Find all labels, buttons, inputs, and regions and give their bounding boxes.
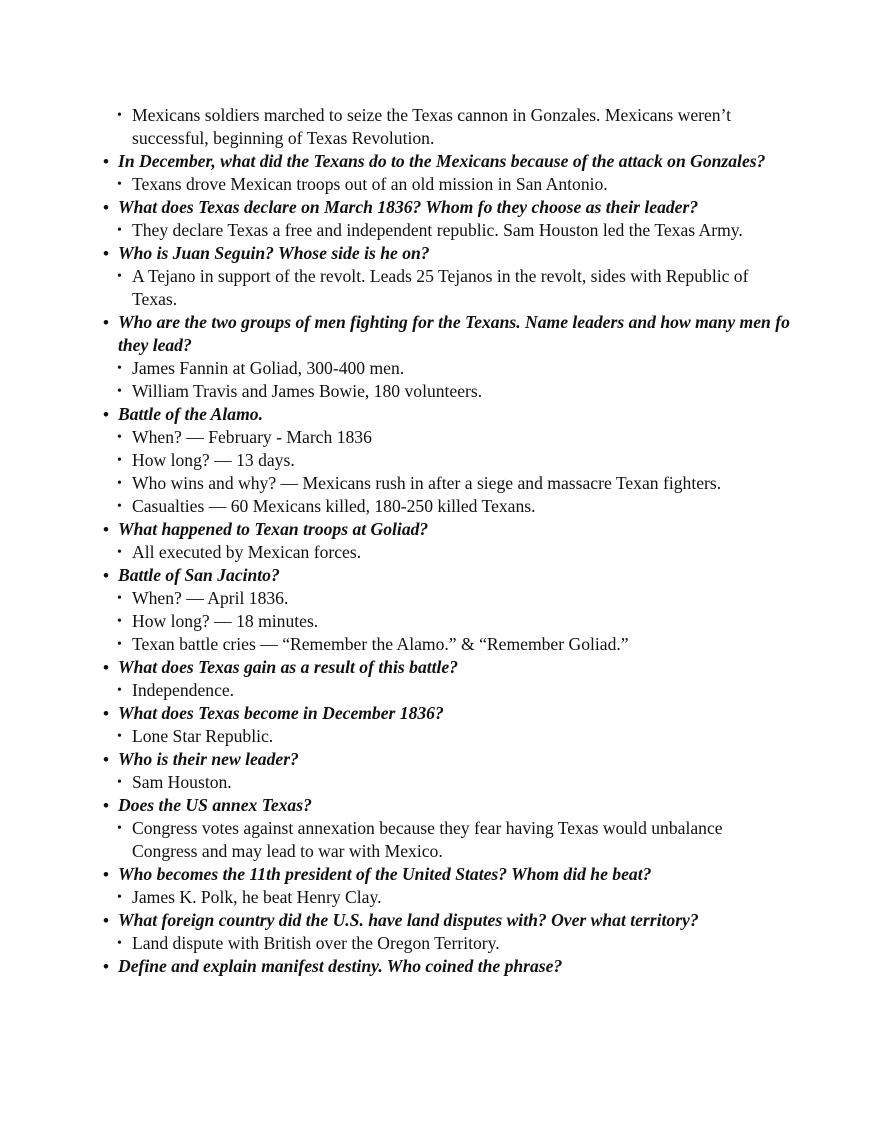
bullet-icon: • <box>117 384 122 399</box>
bullet-icon: • <box>103 152 109 171</box>
answer-item <box>0 104 880 150</box>
bullet-icon: • <box>117 108 122 123</box>
answer-text: A Tejano in support of the revolt. Leads 25 Tejanos in the revolt, sides with Republic of Texas. <box>132 266 749 309</box>
answer-item <box>0 587 880 610</box>
answer-text: Sam Houston. <box>132 772 232 792</box>
answer-item <box>0 219 880 242</box>
question-item <box>0 196 880 219</box>
answer-text: Mexicans soldiers marched to seize the Texas cannon in Gonzales. Mexicans weren’t successful, beginning of Texas Revolution. <box>132 105 732 148</box>
question-item <box>0 564 880 587</box>
answer-text: How long? — 18 minutes. <box>132 611 319 631</box>
bullet-icon: • <box>117 361 122 376</box>
answer-item <box>0 380 880 403</box>
bullet-icon: • <box>103 865 109 884</box>
bullet-icon: • <box>103 405 109 424</box>
question-item <box>0 403 880 426</box>
question-item <box>0 748 880 771</box>
bullet-icon: • <box>117 269 122 284</box>
bullet-icon: • <box>103 704 109 723</box>
bullet-icon: • <box>103 198 109 217</box>
question-text: What happened to Texan troops at Goliad? <box>118 519 429 539</box>
question-item <box>0 150 880 173</box>
question-text: Battle of the Alamo. <box>118 404 263 424</box>
answer-text: Casualties — 60 Mexicans killed, 180-250 killed Texans. <box>132 496 536 516</box>
answer-text: Texans drove Mexican troops out of an old mission in San Antonio. <box>132 174 608 194</box>
bullet-icon: • <box>117 683 122 698</box>
bullet-icon: • <box>117 936 122 951</box>
answer-item <box>0 357 880 380</box>
bullet-icon: • <box>103 957 109 976</box>
answer-item <box>0 633 880 656</box>
bullet-icon: • <box>117 637 122 652</box>
answer-text: When? — April 1836. <box>132 588 289 608</box>
question-text: What does Texas become in December 1836? <box>118 703 444 723</box>
answer-text: They declare Texas a free and independent republic. Sam Houston led the Texas Army. <box>132 220 743 240</box>
answer-text: How long? — 13 days. <box>132 450 295 470</box>
question-text: Who are the two groups of men fighting for the Texans. Name leaders and how many men fo they lead? <box>118 312 790 355</box>
bullet-icon: • <box>117 499 122 514</box>
question-item <box>0 955 880 978</box>
bullet-icon: • <box>117 890 122 905</box>
answer-item <box>0 472 880 495</box>
question-text: Does the US annex Texas? <box>118 795 312 815</box>
question-text: Who becomes the 11th president of the United States? Whom did he beat? <box>118 864 652 884</box>
answer-item <box>0 541 880 564</box>
question-item <box>0 656 880 679</box>
bullet-icon: • <box>117 223 122 238</box>
bullet-icon: • <box>103 658 109 677</box>
question-item <box>0 909 880 932</box>
answer-item <box>0 886 880 909</box>
question-text: Who is Juan Seguin? Whose side is he on? <box>118 243 430 263</box>
bullet-icon: • <box>117 177 122 192</box>
study-guide-page <box>0 104 880 978</box>
answer-item <box>0 817 880 863</box>
bullet-icon: • <box>103 313 109 332</box>
question-answer-list <box>0 104 880 978</box>
answer-item <box>0 426 880 449</box>
answer-item <box>0 265 880 311</box>
question-text: Who is their new leader? <box>118 749 299 769</box>
answer-text: James K. Polk, he beat Henry Clay. <box>132 887 382 907</box>
bullet-icon: • <box>117 430 122 445</box>
question-text: What does Texas gain as a result of this battle? <box>118 657 459 677</box>
bullet-icon: • <box>103 566 109 585</box>
bullet-icon: • <box>117 729 122 744</box>
bullet-icon: • <box>117 821 122 836</box>
question-text: What foreign country did the U.S. have land disputes with? Over what territory? <box>118 910 699 930</box>
bullet-icon: • <box>117 614 122 629</box>
bullet-icon: • <box>117 545 122 560</box>
answer-text: Independence. <box>132 680 235 700</box>
answer-item <box>0 679 880 702</box>
answer-item <box>0 932 880 955</box>
question-item <box>0 863 880 886</box>
question-text: What does Texas declare on March 1836? Whom fo they choose as their leader? <box>118 197 699 217</box>
bullet-icon: • <box>103 750 109 769</box>
question-item <box>0 311 880 357</box>
answer-text: William Travis and James Bowie, 180 volunteers. <box>132 381 483 401</box>
bullet-icon: • <box>117 476 122 491</box>
question-text: Define and explain manifest destiny. Who coined the phrase? <box>118 956 563 976</box>
answer-item <box>0 173 880 196</box>
answer-text: Land dispute with British over the Oregon Territory. <box>132 933 500 953</box>
answer-text: All executed by Mexican forces. <box>132 542 362 562</box>
question-text: Battle of San Jacinto? <box>118 565 280 585</box>
question-text: In December, what did the Texans do to the Mexicans because of the attack on Gonzales? <box>118 151 766 171</box>
bullet-icon: • <box>103 796 109 815</box>
answer-item <box>0 610 880 633</box>
answer-item <box>0 449 880 472</box>
question-item <box>0 794 880 817</box>
question-item <box>0 242 880 265</box>
answer-text: Lone Star Republic. <box>132 726 274 746</box>
bullet-icon: • <box>103 911 109 930</box>
answer-text: Texan battle cries — “Remember the Alamo.” & “Remember Goliad.” <box>132 634 629 654</box>
bullet-icon: • <box>117 775 122 790</box>
answer-text: Congress votes against annexation because they fear having Texas would unbalance Congress and may lead to war with Mexico. <box>132 818 723 861</box>
bullet-icon: • <box>103 244 109 263</box>
question-item <box>0 518 880 541</box>
answer-item <box>0 771 880 794</box>
answer-text: James Fannin at Goliad, 300-400 men. <box>132 358 405 378</box>
bullet-icon: • <box>117 453 122 468</box>
answer-item <box>0 725 880 748</box>
bullet-icon: • <box>103 520 109 539</box>
answer-item <box>0 495 880 518</box>
bullet-icon: • <box>117 591 122 606</box>
answer-text: Who wins and why? — Mexicans rush in after a siege and massacre Texan fighters. <box>132 473 722 493</box>
question-item <box>0 702 880 725</box>
answer-text: When? — February - March 1836 <box>132 427 372 447</box>
